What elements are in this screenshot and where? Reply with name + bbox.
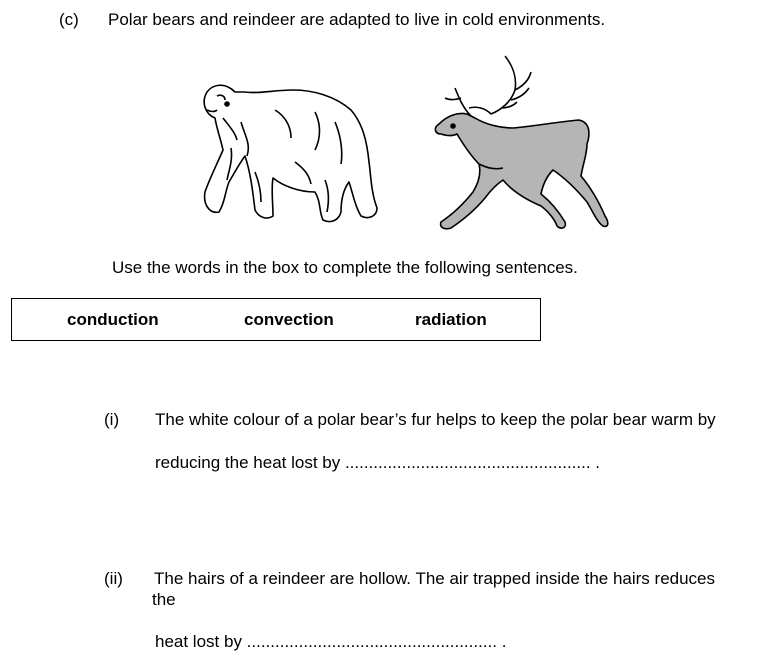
subpart-i-number: (i) <box>104 410 120 429</box>
polar-bear-illustration <box>204 85 377 221</box>
reindeer-illustration <box>435 56 607 229</box>
subpart-ii-number: (ii) <box>104 569 123 588</box>
subpart-ii-text: The hairs of a reindeer are hollow. The air trapped inside the hairs reduces <box>154 569 716 588</box>
animal-illustrations <box>195 52 635 234</box>
word-radiation: radiation <box>415 310 487 329</box>
subpart-ii-answer-line[interactable]: heat lost by ..................................................... . <box>155 632 507 651</box>
instruction-text: Use the words in the box to complete the following sentences. <box>112 258 578 277</box>
question-intro: Polar bears and reindeer are adapted to live in cold environments. <box>108 10 606 29</box>
subpart-i-text: The white colour of a polar bear’s fur helps to keep the polar bear warm by <box>155 410 716 429</box>
subpart-ii-text-wrap: the <box>152 590 176 609</box>
part-label: (c) <box>59 10 79 29</box>
word-conduction: conduction <box>67 310 159 329</box>
word-convection: convection <box>244 310 334 329</box>
word-box <box>11 298 541 341</box>
subpart-i-answer-line[interactable]: reducing the heat lost by .................................................... . <box>155 453 601 472</box>
